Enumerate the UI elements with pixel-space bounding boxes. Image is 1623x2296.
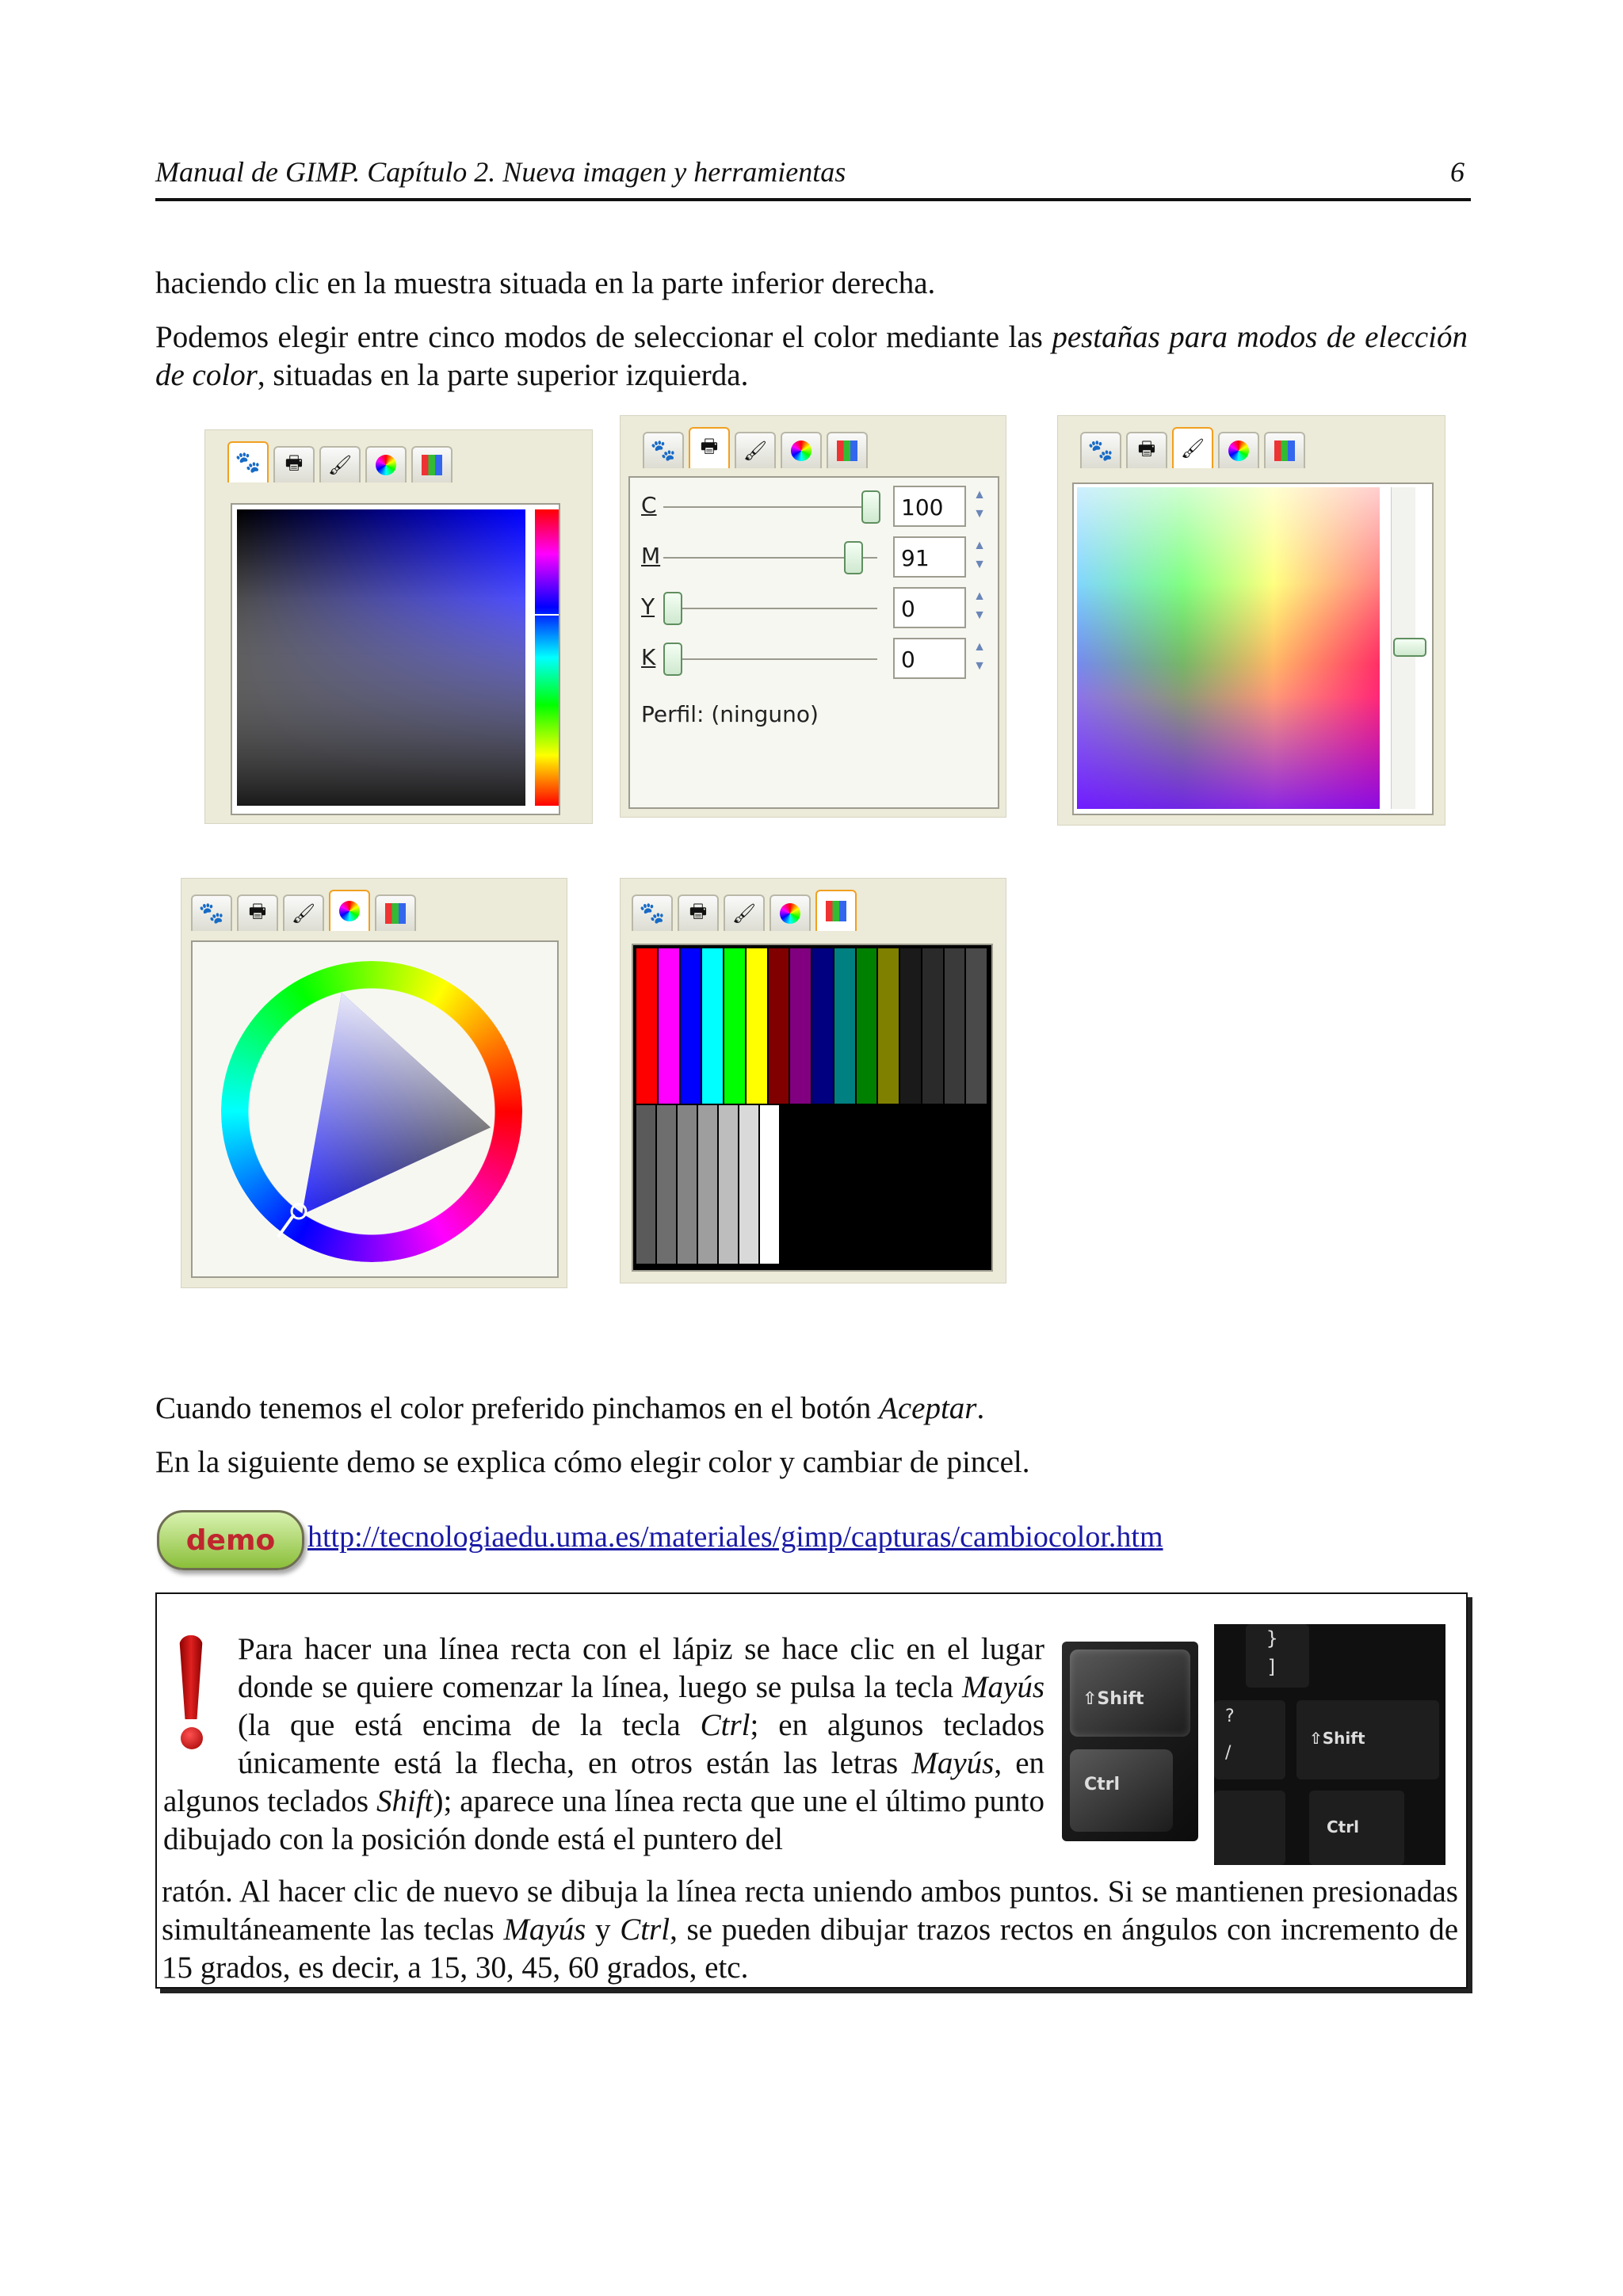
tab-watercolor[interactable] [1172,427,1213,468]
color-wheel-icon [339,901,360,921]
demo-badge-label: demo [185,1524,276,1557]
saturation-value-square[interactable] [237,509,525,806]
paragraph-1-text: haciendo clic en la muestra situada en la parte inferior derecha. [155,266,936,300]
selector-tabs [227,446,453,484]
palette-swatch[interactable] [878,948,899,1104]
palette-swatch[interactable] [636,948,657,1104]
palette-swatch[interactable] [812,948,833,1104]
keyboard-photo-shift-ctrl [1062,1642,1198,1841]
tab-cmyk[interactable] [678,894,719,931]
tab-watercolor[interactable] [283,894,324,931]
paragraph-4 [155,1444,1471,1482]
palette-swatch[interactable] [659,948,679,1104]
tip-text-d: , en algunos teclados [163,1746,1045,1818]
tab-wheel[interactable] [781,432,822,468]
palette-empty-area [781,1105,987,1264]
selector-tabs [191,894,416,933]
paragraph-3 [155,1390,1471,1428]
tab-watercolor[interactable] [724,894,765,931]
header-title: Manual de GIMP. Capítulo 2. Nueva imagen y herramientas [155,156,846,188]
palette-swatch[interactable] [900,948,921,1104]
brush-icon: 🖌 [327,455,353,476]
paragraph-3-text-b: . [976,1391,985,1425]
tip-emphasis-6: Ctrl [620,1913,670,1947]
tip-emphasis-1: Mayús [962,1670,1044,1704]
brush-icon: 🖌 [1180,438,1205,460]
palette-swatch[interactable] [945,948,965,1104]
palette-icon [826,901,846,921]
ctrl-key-label-2: Ctrl [1327,1817,1359,1836]
tip-emphasis-2: Ctrl [700,1708,750,1742]
palette-swatch[interactable] [681,948,701,1104]
tab-palette[interactable] [1264,432,1305,468]
paragraph-2-text-b: , situadas en la parte superior izquierda. [257,358,749,392]
printer-icon: 🖶 [700,436,719,457]
tab-gimp[interactable] [227,441,269,482]
selector-tabs [1080,432,1305,470]
palette-swatch[interactable] [719,1105,738,1264]
intensity-knob[interactable] [1393,638,1426,657]
selector-tabs [643,432,868,470]
spin-down-icon[interactable]: ▼ [973,608,986,622]
brace-key-label: } [1266,1627,1278,1650]
bracket-key-label: ] [1266,1656,1278,1678]
tab-cmyk[interactable] [1126,432,1167,468]
cmyk-spin-buttons-k[interactable] [969,638,990,679]
paragraph-1 [155,265,1471,303]
printer-icon: 🖶 [248,901,267,922]
tab-palette[interactable] [411,446,453,482]
cmyk-slider-y[interactable] [663,608,877,609]
shift-key-label: ⇧Shift [1083,1689,1144,1709]
paragraph-3-text-a: Cuando tenemos el color preferido pinchamos en el botón [155,1391,879,1425]
paragraph-4-text: En la siguiente demo se explica cómo elegir color y cambiar de pincel. [155,1445,1030,1479]
tab-gimp[interactable] [643,432,684,468]
cmyk-value-k[interactable]: 0 [893,638,966,679]
tab-palette[interactable] [375,894,416,931]
palette-selector-panel [620,878,1006,1283]
tab-gimp[interactable] [632,894,673,931]
palette-swatch[interactable] [657,1105,676,1264]
question-key-label: ? [1225,1707,1235,1726]
paragraph-2-text-a: Podemos elegir entre cinco modos de seleccionar el color mediante las [155,320,1052,354]
color-wheel-icon [780,903,800,924]
tab-cmyk[interactable] [689,427,730,468]
palette-swatch[interactable] [857,948,877,1104]
cmyk-spin-buttons-m[interactable] [969,536,990,578]
palette-icon [1274,441,1295,461]
cmyk-slider-c[interactable] [663,506,877,508]
shift-key-label-2: ⇧Shift [1309,1729,1365,1748]
wilber-icon: 🐾 [639,902,666,925]
palette-icon [385,903,406,924]
gimp-selector-panel [204,429,593,824]
cmyk-slider-knob-c[interactable] [861,490,880,524]
tab-wheel[interactable] [365,446,407,482]
wheel-selector-panel [181,878,567,1288]
tab-cmyk[interactable] [273,446,315,482]
tab-wheel[interactable] [769,894,811,931]
tab-palette[interactable] [815,890,857,931]
spin-up-icon[interactable]: ▲ [973,539,986,552]
ctrl-key-label: Ctrl [1084,1775,1121,1794]
spin-down-icon[interactable]: ▼ [973,558,986,571]
brush-icon: 🖌 [291,903,316,925]
palette-swatch[interactable] [739,1105,758,1264]
spin-down-icon[interactable]: ▼ [973,507,986,521]
palette-top-row [636,948,987,1104]
tip-text-e: ); aparece una línea recta que une el último punto dibujado con la posición donde está el puntero del [163,1784,1044,1856]
wheel-body [191,940,559,1278]
cmyk-slider-knob-k[interactable] [663,643,682,676]
palette-swatch[interactable] [790,948,811,1104]
tip-text-full [162,1873,1458,1987]
color-triangle-widget[interactable] [193,942,557,1276]
wilber-icon: 🐾 [198,902,225,925]
cmyk-slider-knob-y[interactable] [663,592,682,625]
cmyk-value-c[interactable]: 100 [893,486,966,527]
cmyk-spin-buttons-y[interactable] [969,587,990,628]
cmyk-selector-panel [620,415,1006,818]
color-wheel-icon [1228,441,1249,461]
tip-text-b: (la que está encima de la tecla [238,1708,701,1742]
palette-swatch[interactable] [747,948,767,1104]
tip-emphasis-5: Mayús [503,1913,586,1947]
palette-body [632,944,993,1272]
cmyk-label-m: M [641,543,661,569]
printer-icon: 🖶 [689,901,708,922]
tab-wheel[interactable] [329,890,370,931]
tip-emphasis-3: Mayús [911,1746,995,1780]
paragraph-3-emphasis: Aceptar [879,1391,977,1425]
palette-swatch[interactable] [834,948,855,1104]
cmyk-label-c: C [641,492,657,518]
palette-swatch[interactable] [702,948,723,1104]
brush-icon: 🖌 [743,441,768,462]
wilber-icon: 🐾 [650,439,677,462]
cmyk-body [628,476,999,809]
color-wheel-icon [376,455,396,475]
tip-text-wrapped [163,1630,1044,1859]
cmyk-value-m[interactable]: 91 [893,536,966,578]
palette-swatch[interactable] [724,948,745,1104]
paragraph-2-emphasis: pestañas para modos de elección de color [155,320,1468,392]
palette-swatch[interactable] [760,1105,779,1264]
color-wheel-icon [791,441,812,461]
tip-box [155,1592,1468,1989]
keyboard-photo-full [1214,1624,1445,1865]
tab-gimp[interactable] [191,894,232,931]
cmyk-label-y: Y [641,593,655,620]
page-header [155,155,1471,201]
palette-icon [837,441,857,461]
watercolor-selector-panel [1057,415,1445,826]
cmyk-label-k: K [641,644,656,670]
wilber-icon: 🐾 [235,451,262,474]
palette-swatch[interactable] [636,1105,655,1264]
demo-button[interactable] [157,1510,304,1570]
spin-up-icon[interactable]: ▲ [973,488,986,502]
tip-text-h: , se pueden dibujar trazos rectos en ángulos con incremento de 15 grados, es decir, a 15, 30, 45, 60 grados, etc. [162,1913,1459,1985]
tab-palette[interactable] [827,432,868,468]
wilber-icon: 🐾 [1087,439,1114,462]
palette-icon [422,455,442,475]
palette-swatch[interactable] [698,1105,717,1264]
demo-link[interactable]: http://tecnologiaedu.uma.es/materiales/gimp/capturas/cambiocolor.htm [307,1520,1163,1554]
tip-text-f: ratón. Al hacer clic de nuevo se dibuja la línea recta uniendo ambos puntos. Si se mantienen presionadas simultáneamente las teclas [162,1875,1458,1947]
palette-swatch[interactable] [966,948,987,1104]
watercolor-area[interactable] [1077,487,1380,809]
tip-text-c: ; en algunos teclados únicamente está la flecha, en otros están las letras [238,1708,1045,1780]
spin-down-icon[interactable]: ▼ [973,659,986,673]
palette-swatch[interactable] [922,948,943,1104]
slash-key-label: / [1225,1743,1232,1763]
cmyk-value-y[interactable]: 0 [893,587,966,628]
tab-watercolor[interactable] [735,432,776,468]
profile-label: Perfil: (ninguno) [641,701,819,727]
paragraph-2 [155,318,1468,395]
hue-strip[interactable] [535,509,559,806]
palette-swatch[interactable] [769,948,789,1104]
selector-tabs [632,894,857,933]
page-number: 6 [1450,156,1465,188]
tab-watercolor[interactable] [319,446,361,482]
palette-bottom-row [636,1105,987,1264]
palette-swatch[interactable] [678,1105,697,1264]
intensity-slider[interactable] [1391,487,1415,809]
watercolor-body [1072,482,1434,815]
gimp-selector-body [231,503,560,815]
cmyk-slider-knob-m[interactable] [844,541,863,574]
brush-icon: 🖌 [731,903,757,925]
tab-gimp[interactable] [1080,432,1121,468]
printer-icon: 🖶 [285,452,304,474]
cmyk-spin-buttons-c[interactable] [969,486,990,527]
printer-icon: 🖶 [1137,438,1156,460]
spin-up-icon[interactable]: ▲ [973,589,986,603]
tab-cmyk[interactable] [237,894,278,931]
tab-wheel[interactable] [1218,432,1259,468]
tip-text-g: y [586,1913,621,1947]
spin-up-icon[interactable]: ▲ [973,640,986,654]
tip-emphasis-4: Shift [376,1784,433,1818]
cmyk-slider-k[interactable] [663,658,877,660]
tip-text-a: Para hacer una línea recta con el lápiz se hace clic en el lugar donde se quiere comenzar la línea, luego se pulsa la tecla [238,1632,1044,1704]
